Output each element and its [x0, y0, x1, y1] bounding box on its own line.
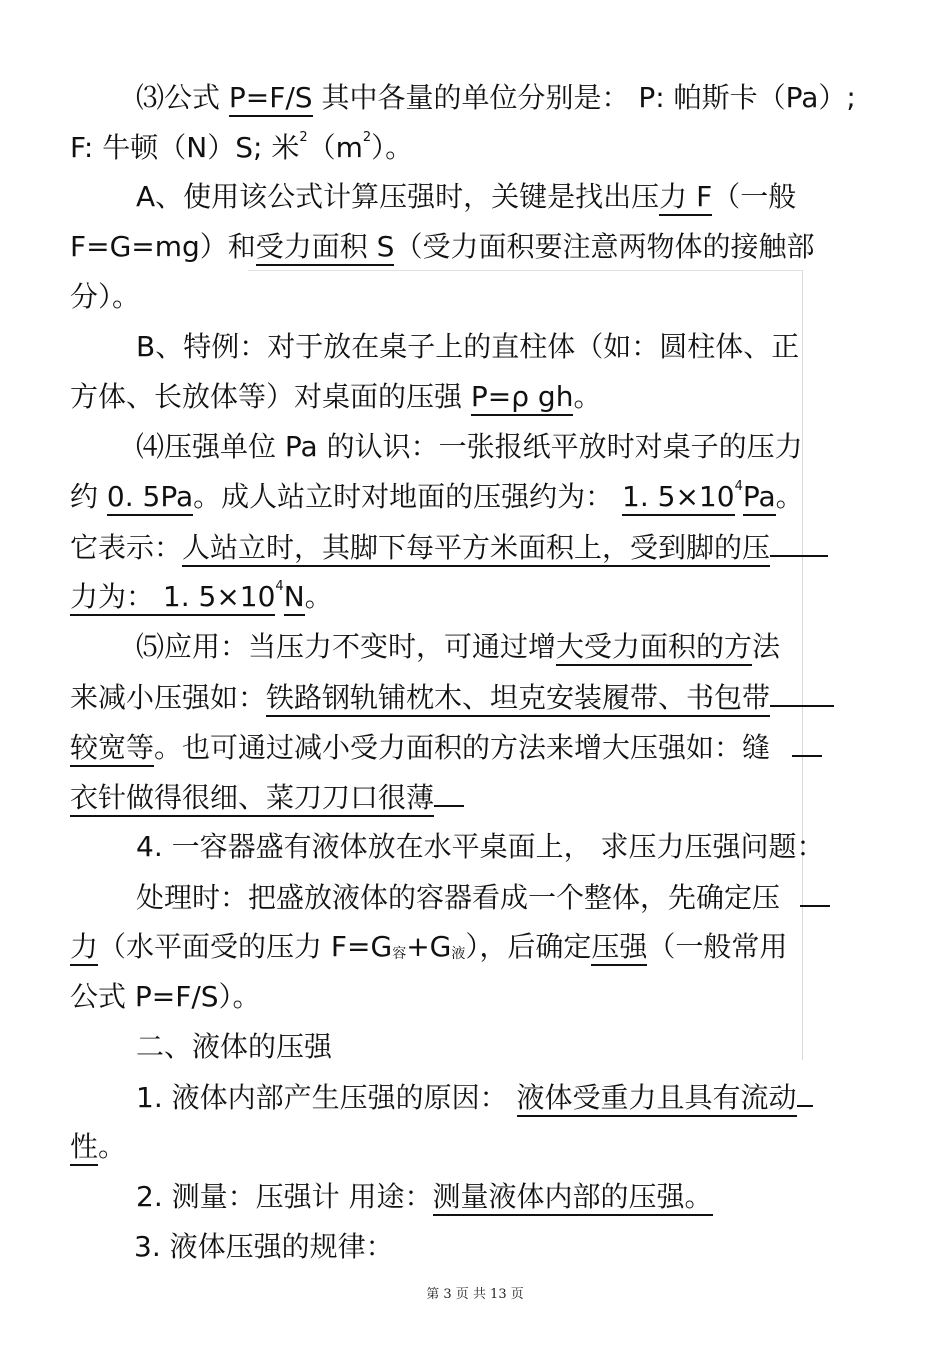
text: （一般常用 [647, 930, 788, 963]
blank-underline [770, 677, 834, 707]
text-line-21 [136, 1077, 813, 1118]
text: 。成人站立时对地面的压强约为： [193, 480, 623, 513]
text: 法 [752, 630, 781, 663]
superscript: 2 [362, 130, 372, 145]
text-line-13 [70, 677, 834, 718]
superscript: 2 [299, 130, 308, 145]
text-line-14 [70, 727, 822, 768]
text: 分）。 [70, 280, 141, 313]
text: F=G=mg）和 [70, 230, 256, 263]
underlined-answer: P=F/S [229, 81, 313, 117]
text: 4. 一容器盛有液体放在水平桌面上， 求压力压强问题： [136, 830, 825, 863]
text: 方体、长放体等）对桌面的压强 [70, 380, 471, 413]
text: 。 [304, 580, 333, 613]
text: A、使用该公式计算压强时，关键是找出压 [136, 180, 660, 213]
superscript: 4 [734, 479, 743, 494]
underlined-answer: 液体受重力且具有流动 [517, 1081, 797, 1117]
text: 3. 液体压强的规律： [134, 1230, 394, 1263]
text-line-22 [70, 1127, 126, 1167]
text-line-17 [136, 877, 830, 918]
underlined-answer: 大受力面积的方 [556, 630, 752, 666]
underlined-answer: 性 [70, 1130, 98, 1166]
blank-underline [434, 777, 464, 807]
underlined-answer: Pa [743, 480, 776, 516]
blank-underline [792, 727, 822, 757]
underlined-answer: 测量液体内部的压强。 [433, 1180, 713, 1216]
text-line-15 [70, 777, 464, 818]
text-line-3 [136, 177, 796, 217]
text-line-2 [70, 128, 413, 168]
text: 。 [98, 1130, 127, 1163]
text-line-10 [70, 527, 828, 568]
underlined-answer: 人站立时，其脚下每平方米面积上，受到脚的压 [182, 531, 770, 567]
text-line-8 [136, 427, 803, 467]
blank-underline [770, 527, 828, 557]
underlined-answer: 力 F [659, 180, 712, 216]
text-line-18 [70, 927, 787, 967]
underlined-answer: N [284, 580, 305, 616]
blank-underline [797, 1077, 813, 1107]
text-line-19 [70, 977, 261, 1017]
page-footer: 第 3 页 共 13 页 [426, 1287, 524, 1302]
frame-border-right [802, 270, 803, 1060]
text: （一般 [712, 180, 797, 213]
text: 二、液体的压强 [136, 1030, 333, 1063]
underlined-answer: 衣针做得很细、菜刀刀口很薄 [70, 781, 434, 817]
frame-border-top [248, 270, 803, 271]
underlined-answer: 1. 5×10 [622, 480, 735, 516]
text: ）。 [371, 131, 414, 164]
text: 来减小压强如： [70, 681, 267, 714]
underlined-answer: 较宽等 [70, 731, 154, 767]
text: ），后确定 [465, 930, 592, 963]
text: （受力面积要注意两物体的接触部 [394, 230, 815, 263]
text-line-12 [136, 627, 780, 667]
text: 约 [70, 480, 107, 513]
text: 它表示： [70, 531, 183, 564]
underlined-answer: 铁路钢轨铺枕木、坦克安装履带、书包带 [266, 681, 770, 717]
text: 。 [775, 480, 804, 513]
text: （水平面受的压力 F=G [98, 930, 393, 963]
section-heading [136, 1027, 332, 1067]
text: ⑸应用：当压力不变时，可通过增 [136, 630, 557, 663]
underlined-answer: P=ρ gh [471, 380, 574, 416]
blank-underline [800, 877, 830, 907]
text-line-7 [70, 377, 601, 417]
text: +G [406, 930, 452, 963]
subscript: 容 [392, 946, 407, 962]
underlined-answer: 0. 5Pa [107, 480, 193, 516]
superscript: 4 [275, 579, 284, 594]
text: F: 牛顿（N）S; 米 [70, 131, 300, 164]
text: （m [307, 131, 363, 164]
text-line-5 [70, 277, 140, 317]
underlined-answer: 力为： 1. 5×10 [70, 580, 275, 616]
text: ⑶公式 [136, 81, 229, 114]
text: 处理时：把盛放液体的容器看成一个整体，先确定压 [136, 881, 781, 914]
text-line-6 [136, 327, 799, 367]
text-line-11 [70, 577, 333, 617]
text-line-9 [70, 477, 804, 517]
text: ⑷压强单位 Pa 的认识：一张报纸平放时对桌子的压力 [136, 430, 803, 463]
text-line-16 [136, 827, 825, 867]
text-line-1 [136, 78, 856, 118]
underlined-answer: 力 [70, 930, 98, 966]
text-line-23 [136, 1177, 713, 1217]
text: 2. 测量：压强计 用途： [136, 1180, 433, 1213]
text: 公式 P=F/S）。 [70, 980, 261, 1013]
underlined-answer: 受力面积 S [256, 230, 395, 266]
text-line-4 [70, 227, 814, 267]
text: 其中各量的单位分别是： P: 帕斯卡（Pa）; [312, 81, 856, 114]
underlined-answer: 压强 [591, 930, 647, 966]
text: B、特例：对于放在桌子上的直柱体（如：圆柱体、正 [136, 330, 800, 363]
text: 。 [573, 380, 602, 413]
text: 。也可通过减小受力面积的方法来增大压强如：缝 [154, 731, 771, 764]
text: 1. 液体内部产生压强的原因： [136, 1081, 517, 1114]
text-line-24 [134, 1227, 394, 1267]
subscript: 液 [451, 946, 466, 962]
